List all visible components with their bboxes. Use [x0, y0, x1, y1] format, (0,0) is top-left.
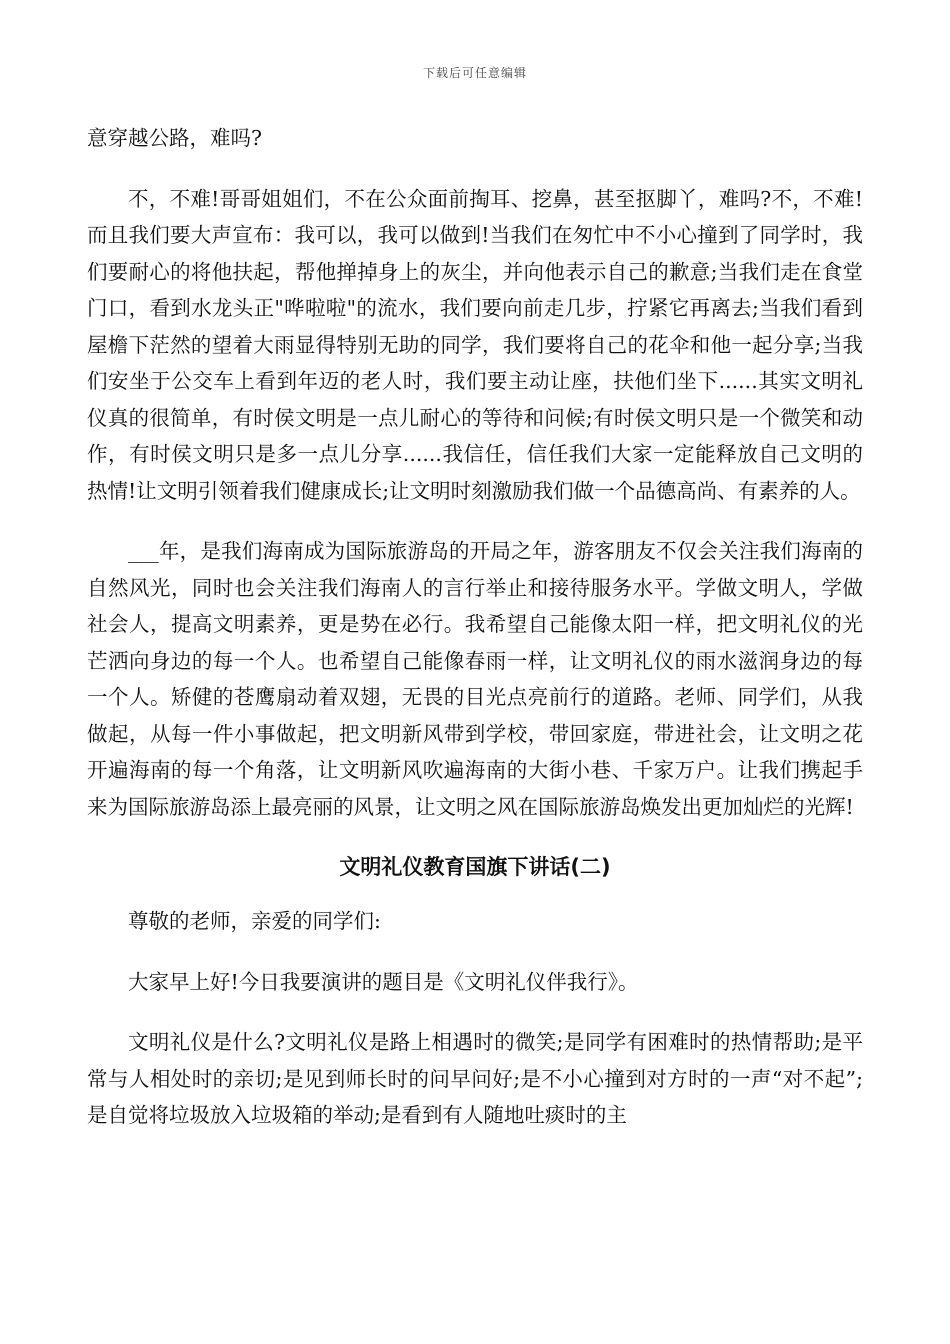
section-title: 文明礼仪教育国旗下讲话(二) [339, 855, 611, 879]
paragraph-not-difficult: 不，不难!哥哥姐姐们，不在公众面前掏耳、挖鼻，甚至抠脚丫，难吗?不，不难!而且我们要大声宣布：我可以，我可以做到!当我们在匆忙中不小心撞到了同学时，我们要耐心的将他扶起，帮他掸掉身上的灰尘，并向他表示自己的歉意;当我们走在食堂门口，看到水龙头正"哗啦啦"的流水，我们要向前走几步，拧紧它再离去;当我们看到屋檐下茫然的望着大雨显得特别无助的同学，我们要将自己的花伞和他一起分享;当我们安坐于公交车上看到年迈的老人时，我们要主动让座，扶他们坐下......其实文明礼仪真的很简单，有时侯文明是一点儿耐心的等待和问候;有时侯文明只是一个微笑和动作，有时侯文明只是多一点儿分享......我信任，信任我们大家一定能释放自己文明的热情!让文明引领着我们健康成长;让文明时刻激励我们做一个品德高尚、有素养的人。 [87, 186, 863, 503]
paragraph-greeting: 尊敬的老师，亲爱的同学们: [128, 909, 381, 933]
page-header-note: 下载后可任意编辑 [422, 66, 527, 80]
paragraph-speech-topic: 大家早上好!今日我要演讲的题目是《文明礼仪伴我行》。 [128, 969, 639, 994]
document-body [87, 120, 863, 1158]
paragraph-what-is-etiquette: 文明礼仪是什么?文明礼仪是路上相遇时的微笑;是同学有困难时的热情帮助;是平常与人相处时的亲切;是见到师长时的问早问好;是不小心撞到对方时的一声“对不起”;是自觉将垃圾放入垃圾箱的举动;是看到有人随地吐痰时的主 [87, 1030, 863, 1127]
paragraph-hainan-tourism: ___年，是我们海南成为国际旅游岛的开局之年，游客朋友不仅会关注我们海南的自然风光，同时也会关注我们海南人的言行举止和接待服务水平。学做文明人，学做社会人，提高文明素养，更是势在必行。我希望自己能像太阳一样，把文明礼仪的光芒洒向身边的每一个人。也希望自己能像春雨一样，让文明礼仪的雨水滋润身边的每一个人。矫健的苍鹰扇动着双翅，无畏的目光点亮前行的道路。老师、同学们，从我做起，从每一件小事做起，把文明新风带到学校，带回家庭，带进社会，让文明之花开遍海南的每一个角落，让文明新风吹遍海南的大街小巷、千家万户。让我们携起手来为国际旅游岛添上最亮丽的风景，让文明之风在国际旅游岛焕发出更加灿烂的光辉! [87, 539, 863, 819]
paragraph-continuation: 意穿越公路，难吗? [87, 126, 262, 150]
